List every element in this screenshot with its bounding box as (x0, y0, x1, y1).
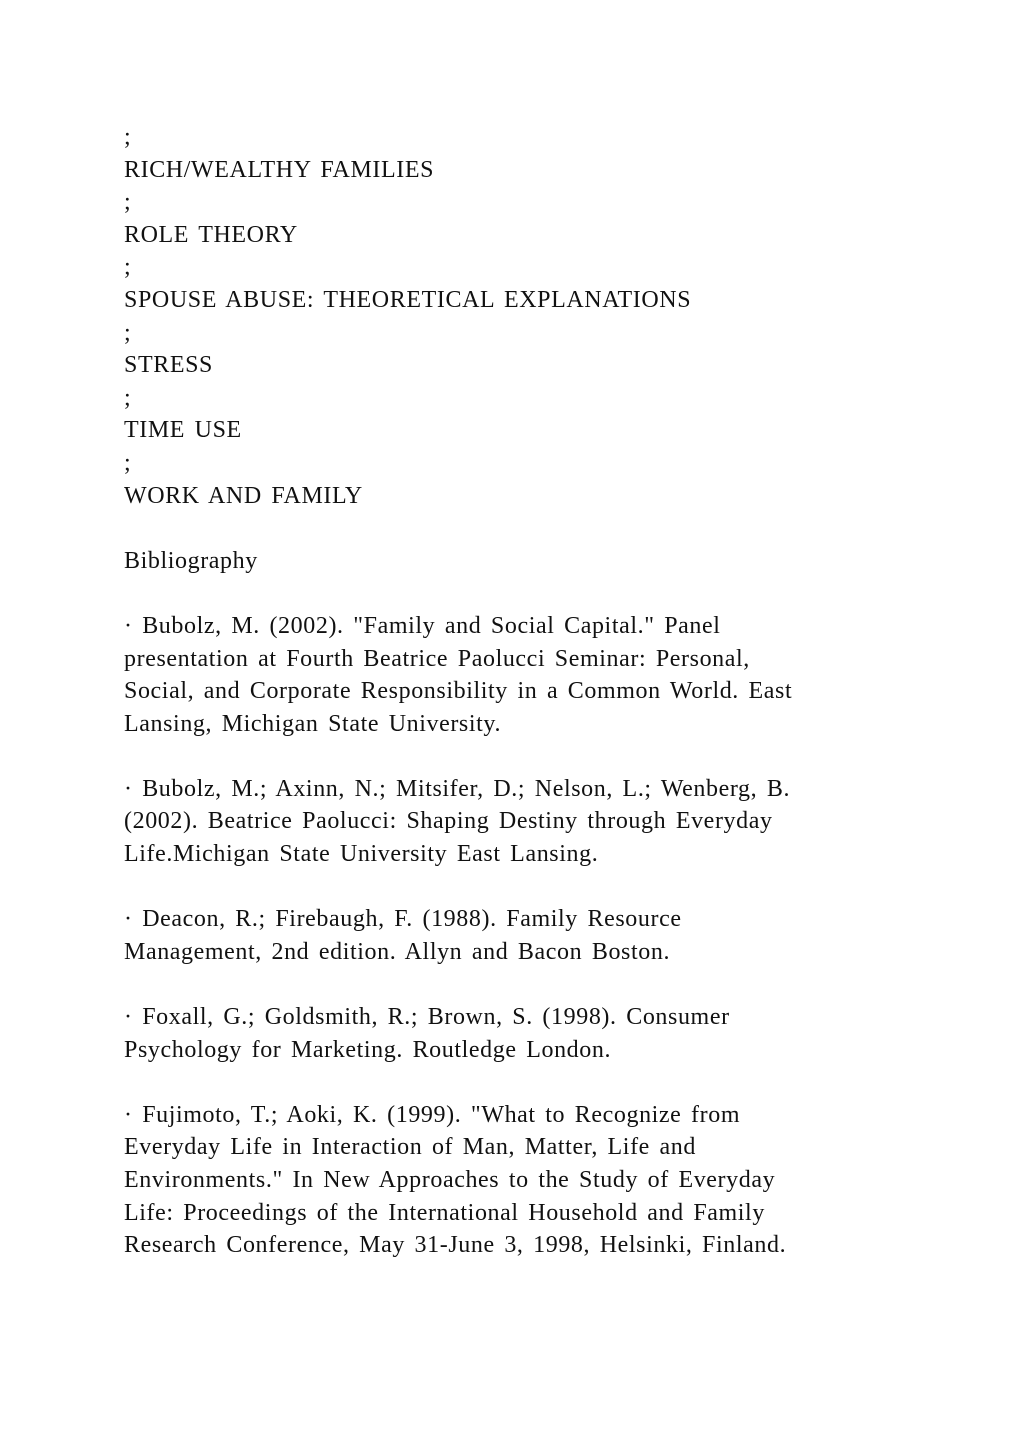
bibliography-entry-foxall-1998 (124, 1001, 914, 1066)
bibliography-entry-fujimoto-1999 (124, 1099, 914, 1262)
spacer (124, 577, 914, 610)
topic-time-use: TIME USE (124, 417, 242, 444)
topic-separator: ; (124, 189, 132, 216)
entry-line: Environments." In New Approaches to the Study of Everyday (124, 1167, 776, 1193)
entry-line: · Bubolz, M. (2002). "Family and Social Capital." Panel (124, 612, 721, 639)
entry-line: · Foxall, G.; Goldsmith, R.; Brown, S. (1998). Consumer (124, 1004, 730, 1031)
entry-line: Lansing, Michigan State University. (124, 710, 502, 737)
bibliography-entry-deacon-1988 (124, 903, 914, 968)
entry-line: Life: Proceedings of the International Household and Family (124, 1199, 765, 1226)
topic-separator: ; (124, 449, 132, 476)
entry-line: Everyday Life in Interaction of Man, Matter, Life and (124, 1134, 696, 1161)
document-page (124, 121, 914, 1262)
entry-line: · Bubolz, M.; Axinn, N.; Mitsifer, D.; Nelson, L.; Wenberg, B. (124, 775, 791, 802)
spacer (124, 740, 914, 773)
bibliography-entry-bubolz-2002b (124, 773, 914, 871)
topic-role-theory: ROLE THEORY (124, 221, 298, 248)
spacer (124, 871, 914, 904)
entry-line: Social, and Corporate Responsibility in a Common World. East (124, 678, 793, 705)
spacer (124, 968, 914, 1001)
entry-line: Life.Michigan State University East Lansing. (124, 841, 599, 868)
spacer (124, 512, 914, 545)
entry-line: Management, 2nd edition. Allyn and Bacon Boston. (124, 938, 671, 965)
topic-rich-wealthy-families: RICH/WEALTHY FAMILIES (124, 156, 435, 183)
topic-list (124, 121, 914, 512)
topic-separator: ; (124, 319, 132, 346)
entry-line: Research Conference, May 31-June 3, 1998, Helsinki, Finland. (124, 1232, 787, 1259)
entry-line: presentation at Fourth Beatrice Paolucci Seminar: Personal, (124, 645, 750, 672)
topic-stress: STRESS (124, 352, 213, 379)
topic-separator: ; (124, 124, 132, 150)
topic-separator: ; (124, 384, 132, 411)
topic-separator: ; (124, 254, 132, 281)
entry-line: (2002). Beatrice Paolucci: Shaping Destiny through Everyday (124, 808, 773, 835)
topic-work-and-family: WORK AND FAMILY (124, 482, 363, 509)
bibliography-entry-bubolz-2002a (124, 610, 914, 740)
entry-line: · Fujimoto, T.; Aoki, K. (1999). "What to Recognize from (124, 1101, 741, 1128)
topic-spouse-abuse: SPOUSE ABUSE: THEORETICAL EXPLANATIONS (124, 286, 692, 313)
spacer (124, 1066, 914, 1099)
entry-line: Psychology for Marketing. Routledge London. (124, 1036, 612, 1063)
bibliography-heading: Bibliography (124, 547, 258, 574)
entry-line: · Deacon, R.; Firebaugh, F. (1988). Family Resource (124, 906, 682, 933)
